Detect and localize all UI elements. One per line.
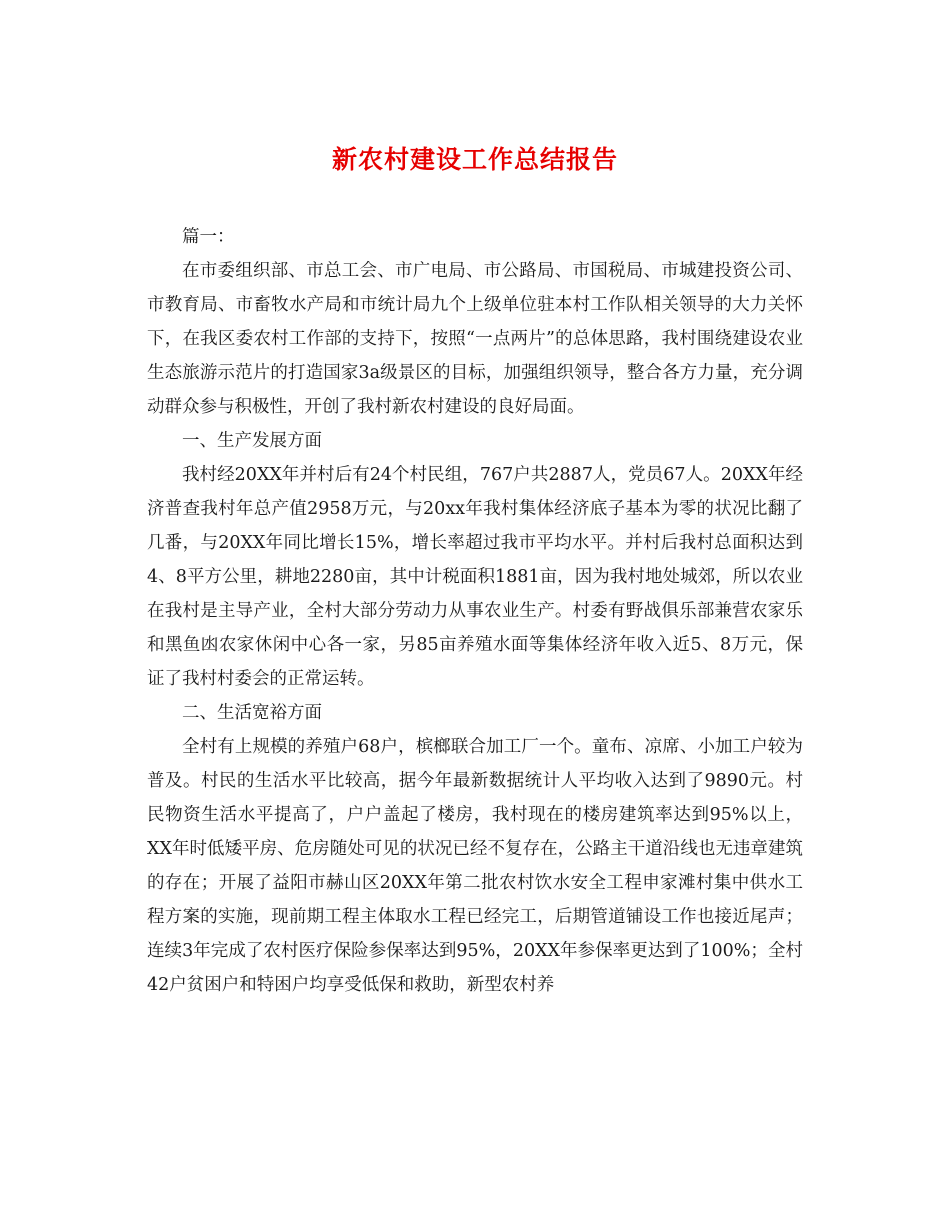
intro-paragraph: 在市委组织部、市总工会、市广电局、市公路局、市国税局、市城建投资公司、市教育局、市畜牧水产局和市统计局九个上级单位驻本村工作队相关领导的大力关怀下，在我区委农村工作部的支持下，按照“一点两片”的总体思路，我村围绕建设农业生态旅游示范片的打造国家3a级景区的目标，加强组织领导，整合各方力量，充分调动群众参与积极性，开创了我村新农村建设的良好局面。: [147, 261, 803, 417]
living-paragraph: 全村有上规模的养殖户68户，槟榔联合加工厂一个。童布、凉席、小加工户较为普及。村民的生活水平比较高，据今年最新数据统计人平均收入达到了9890元。村民物资生活水平提高了，户户盖起了楼房，我村现在的楼房建筑率达到95%以上，XX年时低矮平房、危房随处可见的状况已经不复存在，公路主干道沿线也无违章建筑的存在；开展了益阳市赫山区20XX年第二批农村饮水安全工程申家滩村集中供水工程方案的实施，现前期工程主体取水工程已经完工，后期管道铺设工作也接近尾声；连续3年完成了农村医疗保险参保率达到95%，20XX年参保率更达到了100%；全村42户贫困户和特困户均享受低保和救助，新型农村养: [147, 737, 803, 995]
section-heading-production: 一、生产发展方面: [182, 431, 322, 451]
section-label-part-one: 篇一：: [182, 227, 235, 247]
document-body: [147, 220, 803, 1002]
document-title: 新农村建设工作总结报告: [331, 145, 618, 174]
production-paragraph: 我村经20XX年并村后有24个村民组，767户共2887人，党员67人。20XX年经济普查我村年总产值2958万元，与20xx年我村集体经济底子基本为零的状况比翻了几番，与20XX年同比增长15%，增长率超过我市平均水平。并村后我村总面积达到4、8平方公里，耕地2280亩，其中计税面积1881亩，因为我村地处城郊，所以农业在我村是主导产业，全村大部分劳动力从事农业生产。村委有野战俱乐部兼营农家乐和黑鱼凼农家休闲中心各一家，另85亩养殖水面等集体经济年收入近5、8万元，保证了我村村委会的正常运转。: [147, 465, 803, 689]
section-heading-living: 二、生活宽裕方面: [182, 703, 322, 723]
